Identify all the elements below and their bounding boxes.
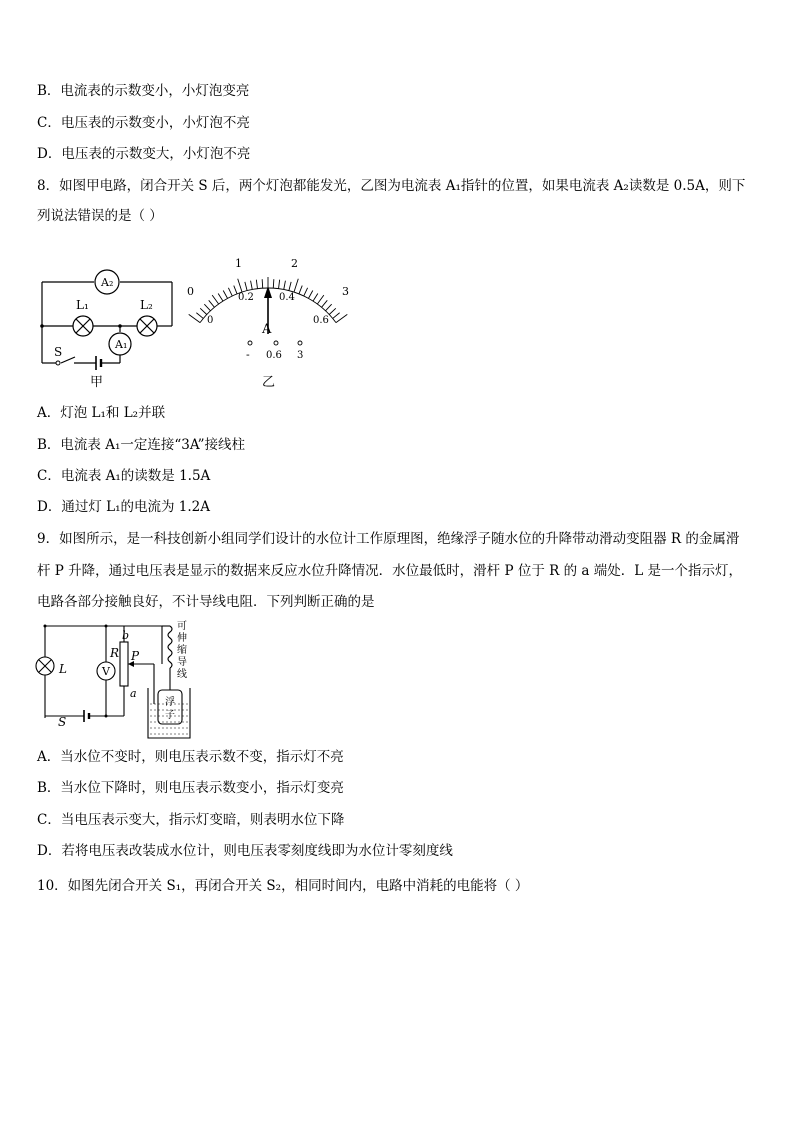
dial-tick xyxy=(256,280,257,289)
inner-tick-0-4: 0.4 xyxy=(279,292,295,303)
terminal-0-6: 0.6 xyxy=(266,350,282,361)
figure-yi-caption: 乙 xyxy=(262,375,276,390)
q9-stem-line3: 电路各部分接触良好，不计导线电阻．下列判断正确的是 xyxy=(37,594,375,610)
dial-tick xyxy=(245,282,247,291)
q8-stem-line1: 8．如图甲电路，闭合开关 S 后，两个灯泡都能发光，乙图为电流表 A₁指针的位置，如果电流表 A₂读数是 0.5A，则下 xyxy=(37,178,746,194)
dial-tick xyxy=(294,279,298,292)
float-label-char-1: 浮 xyxy=(165,697,175,708)
ammeter-a2-label: A₂ xyxy=(101,276,114,289)
wire-label-char-2: 伸 xyxy=(177,633,187,644)
lamp-l1-label: L₁ xyxy=(76,298,89,312)
switch-s-label: S xyxy=(54,345,63,359)
dial-tick xyxy=(317,295,323,304)
dial-tick xyxy=(273,279,274,288)
meter-symbol: A xyxy=(262,322,272,337)
dial-tick xyxy=(212,295,218,304)
dial-tick xyxy=(262,279,263,288)
q8-figure-circuit-jia xyxy=(30,258,180,392)
switch-s-label: S xyxy=(58,715,67,729)
outer-tick-2: 2 xyxy=(291,257,298,270)
q8-option-b: B．电流表 A₁一定连接“3A”接线柱 xyxy=(37,437,246,453)
wire-label-char-4: 导 xyxy=(177,657,187,668)
q9-option-c: C．当电压表示变大，指示灯变暗，则表明水位下降 xyxy=(37,812,345,828)
dial-tick xyxy=(333,313,340,319)
flexible-wire-icon xyxy=(168,626,172,668)
rheostat-r-icon xyxy=(120,642,128,686)
lamp-l2-label: L₂ xyxy=(140,298,153,312)
ammeter-a1-label: A₁ xyxy=(115,338,128,351)
dial-tick xyxy=(299,286,302,294)
q9-figure-water-level-circuit xyxy=(30,618,210,742)
figure-jia-caption: 甲 xyxy=(90,375,104,390)
q8-option-d: D．通过灯 L₁的电流为 1.2A xyxy=(37,499,211,515)
end-a-label: a xyxy=(130,687,137,700)
float-label-char-2: 子 xyxy=(165,710,175,721)
dial-tick xyxy=(284,281,286,290)
q7-option-c: C．电压表的示数变小，小灯泡不亮 xyxy=(37,115,250,131)
q8-stem-line2: 列说法错误的是（ ） xyxy=(37,208,163,224)
dial-tick xyxy=(228,288,232,296)
inner-tick-0-2: 0.2 xyxy=(238,292,254,303)
q8-figure-ammeter-dial-yi xyxy=(180,252,355,392)
dial-tick xyxy=(204,304,210,311)
voltmeter-label: V xyxy=(102,665,110,678)
dial-tick xyxy=(234,286,237,294)
wire-label-char-3: 缩 xyxy=(177,645,187,656)
dial-tick xyxy=(218,293,223,301)
dial-tick xyxy=(329,308,336,314)
q9-option-d: D．若将电压表改装成水位计，则电压表零刻度线即为水位计零刻度线 xyxy=(37,843,453,859)
inner-tick-0-6: 0.6 xyxy=(313,315,329,326)
q9-option-b: B．当水位下降时，则电压表示数变小，指示灯变亮 xyxy=(37,780,344,796)
dial-tick xyxy=(223,291,227,299)
dial-tick xyxy=(189,314,200,322)
switch-s-icon xyxy=(61,357,75,363)
outer-tick-1: 1 xyxy=(235,257,242,270)
wire-label-char-5: 线 xyxy=(177,669,187,680)
dial-tick xyxy=(336,314,347,322)
q9-option-a: A．当水位不变时，则电压表示数不变，指示灯不亮 xyxy=(37,749,344,765)
terminal-3: 3 xyxy=(297,350,304,361)
terminal-negative: - xyxy=(246,348,250,361)
wire-label-char-1: 可 xyxy=(177,621,187,632)
dial-tick xyxy=(308,291,312,299)
outer-tick-3: 3 xyxy=(342,285,349,298)
q9-stem-line1: 9．如图所示，是一科技创新小组同学们设计的水位计工作原理图，绝缘浮子随水位的升降带动滑动变阻器 R 的金属滑 xyxy=(37,531,740,547)
dial-tick xyxy=(200,308,207,314)
q10-stem: 10．如图先闭合开关 S₁，再闭合开关 S₂，相同时间内，电路中消耗的电能将（ ） xyxy=(37,878,529,894)
q8-option-c: C．电流表 A₁的读数是 1.5A xyxy=(37,468,211,484)
dial-tick xyxy=(313,293,318,301)
dial-tick xyxy=(209,300,215,307)
dial-tick xyxy=(304,288,308,296)
q7-option-d: D．电压表的示数变大，小灯泡不亮 xyxy=(37,146,251,162)
dial-tick xyxy=(251,281,253,290)
dial-tick xyxy=(289,282,291,291)
dial-tick xyxy=(322,300,328,307)
dial-tick xyxy=(279,280,280,289)
dial-tick xyxy=(196,313,203,319)
outer-tick-0: 0 xyxy=(187,285,194,298)
dial-tick xyxy=(238,279,242,292)
q8-option-a: A．灯泡 L₁和 L₂并联 xyxy=(37,405,166,421)
slider-p-label: P xyxy=(131,649,140,663)
q7-option-b: B．电流表的示数变小，小灯泡变亮 xyxy=(37,83,250,99)
rheostat-r-label: R xyxy=(110,646,120,660)
q9-stem-line2: 杆 P 升降，通过电压表是显示的数据来反应水位升降情况．水位最低时，滑杆 P 位于 R 的 a 端处．L 是一个指示灯， xyxy=(37,563,742,579)
inner-tick-0: 0 xyxy=(207,315,214,326)
dial-tick xyxy=(326,304,332,311)
lamp-l-label: L xyxy=(59,662,67,676)
end-b-label: b xyxy=(122,629,130,642)
